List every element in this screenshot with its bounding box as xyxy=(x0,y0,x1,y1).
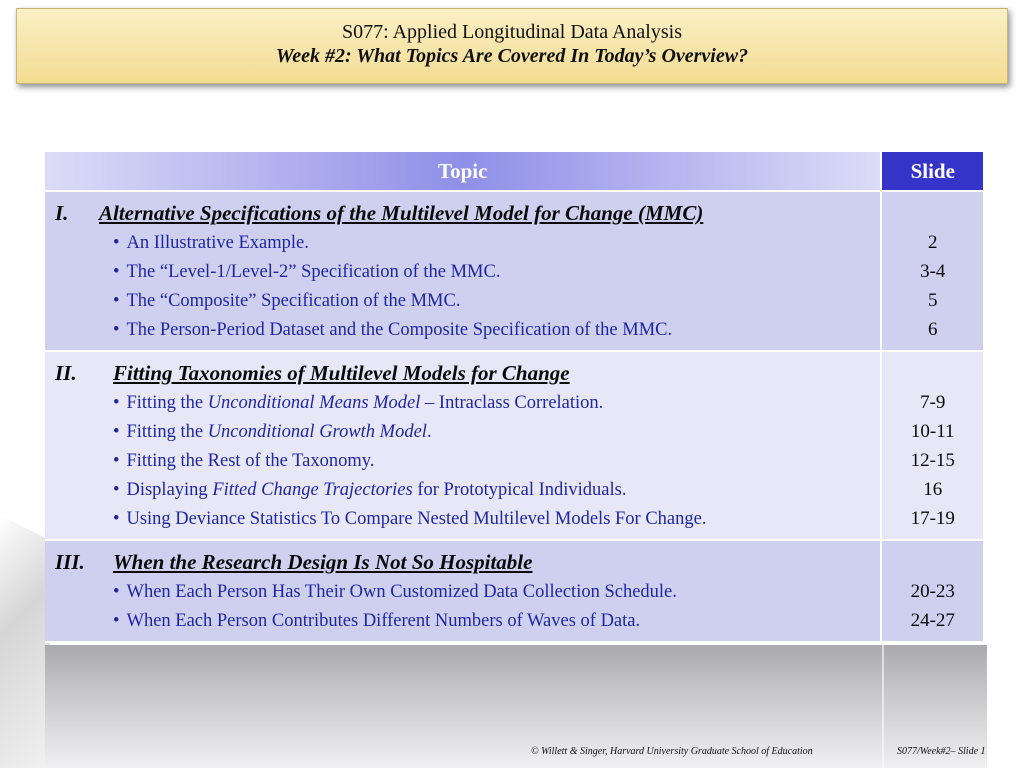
section-heading xyxy=(45,549,880,575)
topics-table xyxy=(45,152,985,643)
list-item: • The Person-Period Dataset and the Composite Specification of the MMC. xyxy=(113,316,880,345)
list-item: • Displaying Fitted Change Trajectories for Prototypical Individuals. xyxy=(113,476,880,505)
slide-number: 3-4 xyxy=(920,261,946,282)
section-numeral: II. xyxy=(55,361,77,385)
week-subtitle: Week #2: What Topics Are Covered In Today’s Overview? xyxy=(275,45,749,67)
list-item: • An Illustrative Example. xyxy=(113,229,880,258)
topic-cell xyxy=(45,192,882,352)
table-row xyxy=(45,192,985,352)
slide-number: 12-15 xyxy=(910,450,955,471)
list-item: • When Each Person Contributes Different Numbers of Waves of Data. xyxy=(113,607,880,636)
slide-number: 16 xyxy=(923,479,943,500)
list-item: • Fitting the Unconditional Means Model – Intraclass Correlation. xyxy=(113,389,880,418)
slide-number: 2 xyxy=(927,232,938,253)
left-shadow-decoration xyxy=(0,515,50,768)
course-title: S077: Applied Longitudinal Data Analysis xyxy=(342,21,682,43)
topic-list xyxy=(45,578,880,636)
section-heading xyxy=(45,360,880,386)
slide-number: 6 xyxy=(927,319,938,340)
slide-column-header: Slide xyxy=(882,152,985,192)
slide-number: 5 xyxy=(927,290,938,311)
slide-cell xyxy=(882,352,985,541)
topic-cell xyxy=(45,541,882,643)
topic-column-header: Topic xyxy=(45,152,882,192)
slide-cell xyxy=(882,541,985,643)
footer-copyright: © Willett & Singer, Harvard University Graduate School of Education xyxy=(531,746,813,757)
list-item: • The “Level-1/Level-2” Specification of the MMC. xyxy=(113,258,880,287)
list-item: • Fitting the Unconditional Growth Model. xyxy=(113,418,880,447)
list-item: • The “Composite” Specification of the MMC. xyxy=(113,287,880,316)
slide-number: 24-27 xyxy=(910,610,955,631)
title-banner xyxy=(16,8,1008,84)
slide-number: 17-19 xyxy=(910,508,955,529)
topic-cell xyxy=(45,352,882,541)
section-title: Fitting Taxonomies of Multilevel Models for Change xyxy=(113,361,570,385)
slide-number: 10-11 xyxy=(910,421,955,442)
section-title: Alternative Specifications of the Multilevel Model for Change (MMC) xyxy=(99,201,704,225)
list-item: • When Each Person Has Their Own Customized Data Collection Schedule. xyxy=(113,578,880,607)
footer-slide-ref: S077/Week#2– Slide 1 xyxy=(897,746,986,757)
topic-list xyxy=(45,229,880,345)
section-heading xyxy=(45,200,880,226)
table-row xyxy=(45,352,985,541)
reflection-divider xyxy=(882,645,884,768)
table-reflection xyxy=(45,645,987,768)
section-title: When the Research Design Is Not So Hospitable xyxy=(113,550,533,574)
table-row xyxy=(45,541,985,643)
list-item: • Using Deviance Statistics To Compare Nested Multilevel Models For Change. xyxy=(113,505,880,534)
section-numeral: III. xyxy=(55,550,85,574)
section-numeral: I. xyxy=(55,201,69,225)
topic-list xyxy=(45,389,880,534)
list-item: • Fitting the Rest of the Taxonomy. xyxy=(113,447,880,476)
slide-number: 20-23 xyxy=(910,581,955,602)
slide-cell xyxy=(882,192,985,352)
table-header-row xyxy=(45,152,985,192)
slide-number: 7-9 xyxy=(920,392,946,413)
